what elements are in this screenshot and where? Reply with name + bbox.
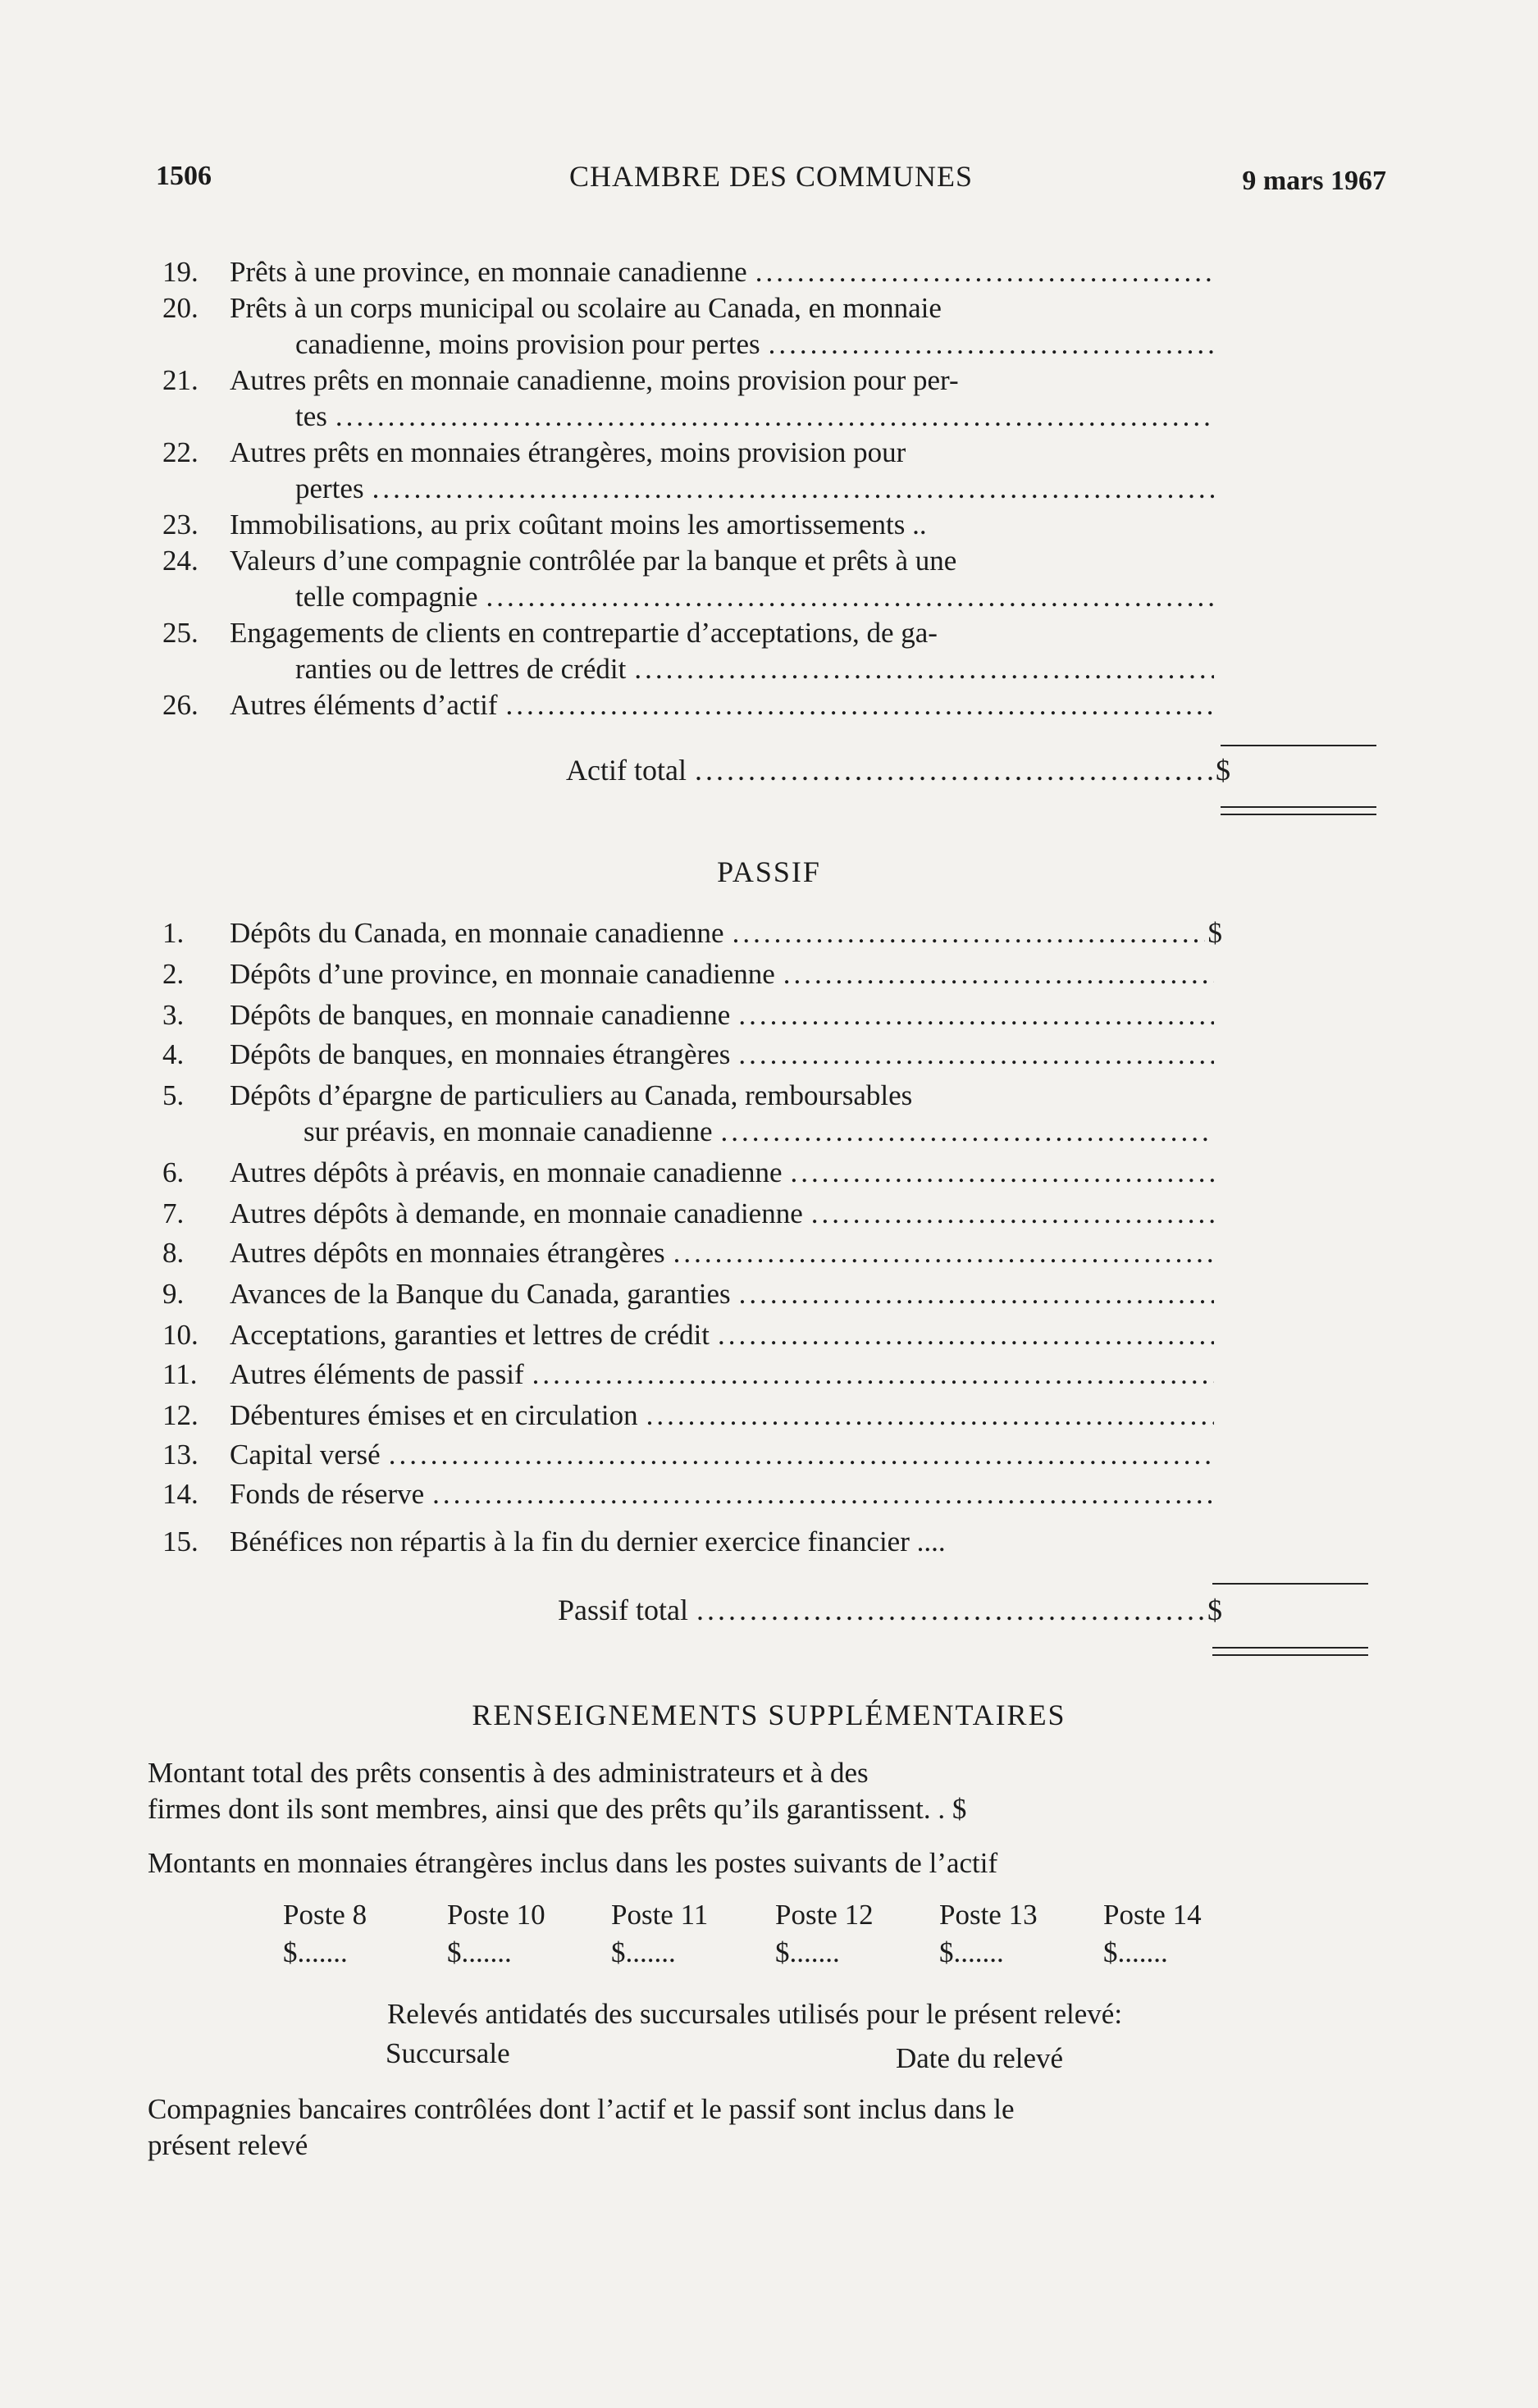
item-text-continued: pertes — [295, 472, 364, 504]
paragraph-line: Montant total des prêts consentis à des administrateurs et à des — [148, 1757, 869, 1789]
paragraph-compagnies-bancaires — [148, 2091, 1362, 2164]
item-number: 22. — [162, 436, 199, 468]
item-number: 26. — [162, 689, 199, 721]
item-text: Prêts à un corps municipal ou scolaire au Canada, en monnaie — [230, 292, 942, 324]
item-text: Autres dépôts à demande, en monnaie canadienne — [230, 1197, 803, 1229]
item-text: Avances de la Banque du Canada, garanties — [230, 1278, 731, 1310]
poste-amount: $....... — [611, 1936, 676, 1968]
leader-dots — [718, 1317, 1214, 1353]
leader-dots — [506, 687, 1214, 723]
item-text: Acceptations, garanties et lettres de crédit — [230, 1319, 710, 1351]
releves-antidates-title: Relevés antidatés des succursales utilisés pour le présent relevé: — [386, 1998, 1123, 2030]
paragraph-line: présent relevé — [148, 2129, 308, 2161]
leader-dots — [811, 1196, 1214, 1232]
item-number: 20. — [162, 292, 199, 324]
leader-dots — [372, 471, 1214, 507]
leader-dots — [695, 753, 1212, 787]
item-number: 5. — [162, 1079, 185, 1111]
page-date: 9 mars 1967 — [1242, 166, 1386, 196]
item-text-continued: canadienne, moins provision pour pertes — [295, 328, 760, 360]
poste-amount: $....... — [939, 1936, 1004, 1968]
poste-amount: $....... — [775, 1936, 840, 1968]
item-text: Autres dépôts en monnaies étrangères — [230, 1237, 665, 1269]
poste-label: Poste 8 — [283, 1899, 367, 1931]
passif-total — [558, 1593, 1222, 1627]
item-number: 6. — [162, 1156, 185, 1188]
passif-item-5 — [156, 1078, 1214, 1150]
poste-label: Poste 12 — [775, 1899, 874, 1931]
item-text: Autres prêts en monnaies étrangères, moins provision pour — [230, 436, 906, 468]
actif-item-24 — [156, 543, 1214, 615]
poste-label: Poste 10 — [447, 1899, 545, 1931]
section-title-passif: PASSIF — [717, 855, 821, 888]
item-number: 11. — [162, 1358, 198, 1390]
leader-dots — [783, 956, 1214, 992]
poste-amount: $....... — [283, 1936, 348, 1968]
leader-dots — [335, 399, 1214, 435]
item-text: Fonds de réserve — [230, 1478, 425, 1510]
currency-sign: $ — [1207, 917, 1222, 949]
item-number: 9. — [162, 1278, 185, 1310]
page-title: CHAMBRE DES COMMUNES — [568, 160, 974, 193]
actif-total — [566, 753, 1230, 787]
item-text: Prêts à une province, en monnaie canadienne — [230, 256, 747, 288]
item-number: 12. — [162, 1399, 199, 1431]
item-number: 3. — [162, 999, 185, 1031]
page-number: 1506 — [156, 161, 212, 191]
leader-dots — [634, 651, 1214, 687]
item-number: 14. — [162, 1478, 199, 1510]
leader-dots — [791, 1155, 1215, 1191]
item-number: 23. — [162, 509, 199, 540]
item-text: Valeurs d’une compagnie contrôlée par la banque et prêts à une — [230, 545, 957, 577]
paragraph-line: firmes dont ils sont membres, ainsi que des prêts qu’ils garantissent. . $ — [148, 1793, 967, 1825]
passif-total-label: Passif total — [558, 1594, 688, 1626]
actif-total-label: Actif total — [566, 754, 687, 787]
item-text-continued: sur préavis, en monnaie canadienne — [303, 1115, 713, 1147]
leader-dots — [755, 254, 1214, 290]
item-number: 13. — [162, 1439, 199, 1471]
section-title-renseignements: RENSEIGNEMENTS SUPPLÉMENTAIRES — [472, 1699, 1066, 1731]
actif-item-20 — [156, 290, 1214, 363]
leader-dots — [486, 579, 1214, 615]
item-text: Engagements de clients en contrepartie d’acceptations, de ga- — [230, 617, 938, 649]
item-text-continued: ranties ou de lettres de crédit — [295, 653, 627, 685]
total-rule — [1212, 1583, 1368, 1585]
succursale-label: Succursale — [386, 2037, 510, 2069]
item-number: 10. — [162, 1319, 199, 1351]
double-rule — [1221, 806, 1376, 815]
item-number: 25. — [162, 617, 199, 649]
poste-label: Poste 11 — [611, 1899, 709, 1931]
item-text-continued: telle compagnie — [295, 581, 478, 613]
currency-sign: $ — [1216, 754, 1230, 787]
poste-label: Poste 14 — [1103, 1899, 1202, 1931]
currency-sign: $ — [1207, 1594, 1222, 1626]
paragraph-line: Compagnies bancaires contrôlées dont l’actif et le passif sont inclus dans le — [148, 2093, 1015, 2125]
leader-dots — [646, 1398, 1214, 1434]
item-text: Bénéfices non répartis à la fin du dernier exercice financier .... — [230, 1526, 946, 1557]
item-number: 1. — [162, 917, 185, 949]
item-text: Autres dépôts à préavis, en monnaie canadienne — [230, 1156, 783, 1188]
leader-dots — [769, 326, 1214, 363]
leader-dots — [738, 997, 1214, 1033]
leader-dots — [673, 1235, 1214, 1271]
item-number: 19. — [162, 256, 199, 288]
leader-dots — [738, 1037, 1214, 1073]
item-number: 7. — [162, 1197, 185, 1229]
leader-dots — [432, 1476, 1214, 1512]
item-text-continued: tes — [295, 400, 327, 432]
item-text: Dépôts d’une province, en monnaie canadienne — [230, 958, 775, 990]
date-releve-label: Date du relevé — [896, 2042, 1064, 2074]
poste-amount: $....... — [447, 1936, 512, 1968]
item-text: Autres éléments de passif — [230, 1358, 524, 1390]
item-text: Dépôts de banques, en monnaie canadienne — [230, 999, 731, 1031]
item-number: 2. — [162, 958, 185, 990]
actif-item-21 — [156, 363, 1214, 435]
item-text: Autres éléments d’actif — [230, 689, 498, 721]
item-text: Dépôts de banques, en monnaies étrangères — [230, 1038, 731, 1070]
item-text: Dépôts du Canada, en monnaie canadienne — [230, 917, 724, 949]
paragraph-monnaies-etrangeres: Montants en monnaies étrangères inclus dans les postes suivants de l’actif — [148, 1847, 998, 1879]
item-number: 4. — [162, 1038, 185, 1070]
poste-label: Poste 13 — [939, 1899, 1038, 1931]
item-number: 24. — [162, 545, 199, 577]
leader-dots — [739, 1276, 1214, 1312]
postes-table — [283, 1896, 1267, 1972]
total-rule — [1221, 745, 1376, 746]
item-number: 15. — [162, 1526, 199, 1557]
item-text: Autres prêts en monnaie canadienne, moins provision pour per- — [230, 364, 959, 396]
leader-dots — [532, 1357, 1214, 1393]
actif-item-22 — [156, 435, 1214, 507]
item-text: Immobilisations, au prix coûtant moins les amortissements .. — [230, 509, 927, 540]
poste-amount: $....... — [1103, 1936, 1168, 1968]
leader-dots — [389, 1437, 1214, 1473]
item-text: Débentures émises et en circulation — [230, 1399, 638, 1431]
item-number: 8. — [162, 1237, 185, 1269]
item-text: Capital versé — [230, 1439, 381, 1471]
postes-amount-row — [283, 1934, 1267, 1972]
leader-dots — [732, 915, 1205, 951]
leader-dots — [696, 1593, 1204, 1627]
leader-dots — [721, 1114, 1214, 1150]
item-number: 21. — [162, 364, 199, 396]
paragraph-prets-administrateurs — [148, 1755, 1370, 1827]
actif-item-25 — [156, 615, 1214, 687]
item-text: Dépôts d’épargne de particuliers au Canada, remboursables — [230, 1079, 913, 1111]
double-rule — [1212, 1647, 1368, 1656]
postes-header-row — [283, 1896, 1267, 1934]
page-header — [156, 154, 1386, 203]
